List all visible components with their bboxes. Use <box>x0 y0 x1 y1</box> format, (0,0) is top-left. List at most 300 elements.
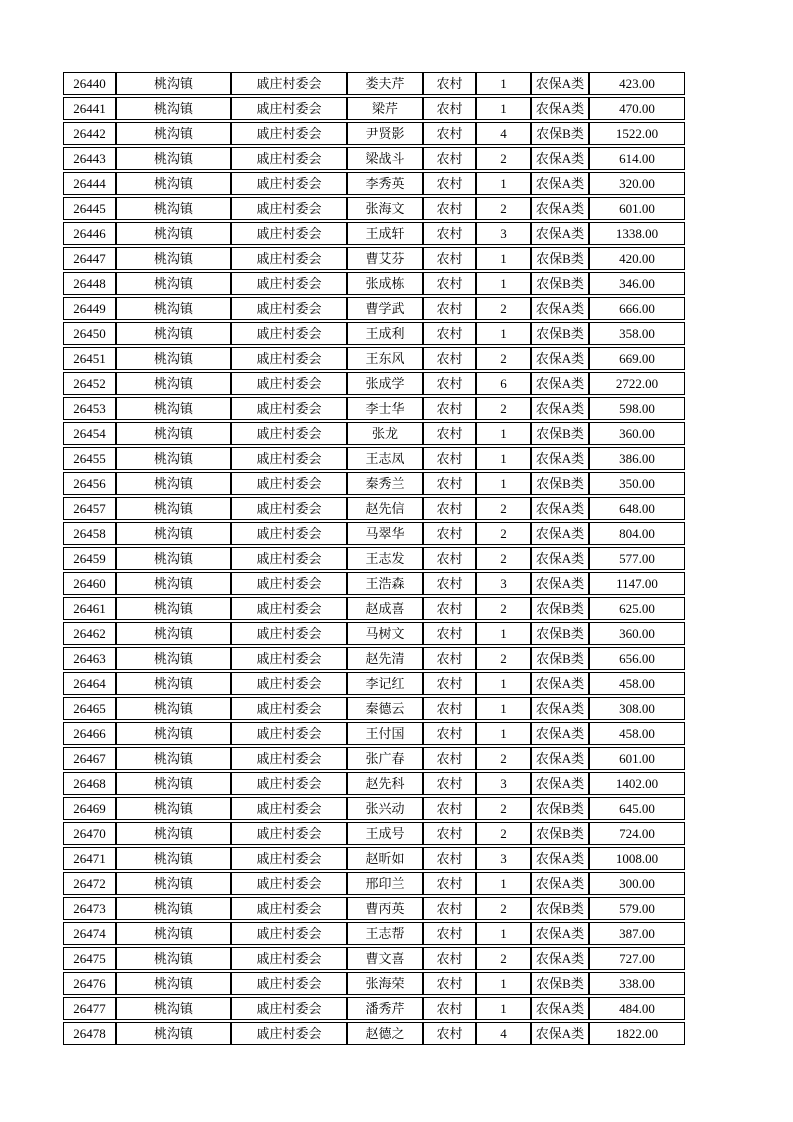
cell-person-count: 1 <box>476 322 531 345</box>
cell-person-count: 1 <box>476 97 531 120</box>
table-row <box>63 897 685 920</box>
cell-village-committee: 戚庄村委会 <box>231 372 347 395</box>
table-row <box>63 297 685 320</box>
cell-residence-type: 农村 <box>423 597 476 620</box>
cell-residence-type: 农村 <box>423 847 476 870</box>
cell-town: 桃沟镇 <box>116 197 231 220</box>
cell-town: 桃沟镇 <box>116 472 231 495</box>
cell-village-committee: 戚庄村委会 <box>231 1022 347 1045</box>
cell-serial-number: 26471 <box>63 847 116 870</box>
cell-town: 桃沟镇 <box>116 322 231 345</box>
cell-serial-number: 26468 <box>63 772 116 795</box>
cell-person-count: 1 <box>476 672 531 695</box>
cell-serial-number: 26478 <box>63 1022 116 1045</box>
cell-town: 桃沟镇 <box>116 747 231 770</box>
cell-serial-number: 26446 <box>63 222 116 245</box>
cell-amount: 387.00 <box>589 922 685 945</box>
table-row <box>63 347 685 370</box>
cell-town: 桃沟镇 <box>116 822 231 845</box>
cell-person-name: 赵成喜 <box>347 597 423 620</box>
cell-serial-number: 26453 <box>63 397 116 420</box>
cell-person-name: 秦德云 <box>347 697 423 720</box>
cell-person-name: 张海荣 <box>347 972 423 995</box>
cell-person-name: 张龙 <box>347 422 423 445</box>
cell-town: 桃沟镇 <box>116 597 231 620</box>
table-row <box>63 122 685 145</box>
cell-town: 桃沟镇 <box>116 622 231 645</box>
cell-town: 桃沟镇 <box>116 447 231 470</box>
cell-village-committee: 戚庄村委会 <box>231 147 347 170</box>
cell-person-count: 2 <box>476 497 531 520</box>
cell-person-name: 王成号 <box>347 822 423 845</box>
cell-town: 桃沟镇 <box>116 972 231 995</box>
cell-person-count: 2 <box>476 197 531 220</box>
cell-village-committee: 戚庄村委会 <box>231 172 347 195</box>
cell-town: 桃沟镇 <box>116 372 231 395</box>
cell-insurance-category: 农保B类 <box>531 622 589 645</box>
table-row <box>63 772 685 795</box>
cell-person-count: 2 <box>476 547 531 570</box>
cell-village-committee: 戚庄村委会 <box>231 922 347 945</box>
cell-town: 桃沟镇 <box>116 122 231 145</box>
table-row <box>63 647 685 670</box>
cell-village-committee: 戚庄村委会 <box>231 622 347 645</box>
cell-insurance-category: 农保A类 <box>531 722 589 745</box>
cell-person-count: 2 <box>476 947 531 970</box>
cell-residence-type: 农村 <box>423 272 476 295</box>
cell-amount: 320.00 <box>589 172 685 195</box>
cell-person-name: 梁战斗 <box>347 147 423 170</box>
cell-residence-type: 农村 <box>423 797 476 820</box>
cell-residence-type: 农村 <box>423 647 476 670</box>
table-row <box>63 447 685 470</box>
cell-village-committee: 戚庄村委会 <box>231 647 347 670</box>
table-row <box>63 797 685 820</box>
cell-person-count: 1 <box>476 72 531 95</box>
cell-village-committee: 戚庄村委会 <box>231 847 347 870</box>
cell-amount: 648.00 <box>589 497 685 520</box>
cell-insurance-category: 农保A类 <box>531 72 589 95</box>
cell-person-name: 王志凤 <box>347 447 423 470</box>
table-row <box>63 322 685 345</box>
cell-town: 桃沟镇 <box>116 847 231 870</box>
cell-residence-type: 农村 <box>423 622 476 645</box>
table-row <box>63 622 685 645</box>
cell-person-name: 马树文 <box>347 622 423 645</box>
table-row <box>63 72 685 95</box>
cell-amount: 598.00 <box>589 397 685 420</box>
cell-village-committee: 戚庄村委会 <box>231 322 347 345</box>
cell-amount: 577.00 <box>589 547 685 570</box>
cell-town: 桃沟镇 <box>116 947 231 970</box>
cell-person-count: 1 <box>476 447 531 470</box>
cell-residence-type: 农村 <box>423 197 476 220</box>
cell-person-name: 李士华 <box>347 397 423 420</box>
cell-town: 桃沟镇 <box>116 997 231 1020</box>
cell-amount: 423.00 <box>589 72 685 95</box>
cell-village-committee: 戚庄村委会 <box>231 672 347 695</box>
cell-insurance-category: 农保A类 <box>531 397 589 420</box>
cell-residence-type: 农村 <box>423 72 476 95</box>
cell-person-count: 3 <box>476 222 531 245</box>
cell-person-count: 2 <box>476 347 531 370</box>
cell-residence-type: 农村 <box>423 147 476 170</box>
cell-person-count: 1 <box>476 172 531 195</box>
cell-person-count: 2 <box>476 297 531 320</box>
cell-person-count: 1 <box>476 697 531 720</box>
cell-town: 桃沟镇 <box>116 647 231 670</box>
cell-person-name: 王志发 <box>347 547 423 570</box>
cell-insurance-category: 农保B类 <box>531 272 589 295</box>
cell-insurance-category: 农保B类 <box>531 972 589 995</box>
cell-village-committee: 戚庄村委会 <box>231 697 347 720</box>
cell-serial-number: 26463 <box>63 647 116 670</box>
cell-person-count: 4 <box>476 1022 531 1045</box>
cell-amount: 386.00 <box>589 447 685 470</box>
cell-person-count: 4 <box>476 122 531 145</box>
cell-residence-type: 农村 <box>423 972 476 995</box>
cell-town: 桃沟镇 <box>116 147 231 170</box>
cell-person-count: 3 <box>476 572 531 595</box>
cell-person-count: 1 <box>476 872 531 895</box>
cell-village-committee: 戚庄村委会 <box>231 247 347 270</box>
cell-person-count: 1 <box>476 422 531 445</box>
cell-amount: 1402.00 <box>589 772 685 795</box>
cell-residence-type: 农村 <box>423 372 476 395</box>
cell-amount: 666.00 <box>589 297 685 320</box>
cell-insurance-category: 农保B类 <box>531 472 589 495</box>
cell-amount: 724.00 <box>589 822 685 845</box>
cell-amount: 360.00 <box>589 622 685 645</box>
table-row <box>63 822 685 845</box>
cell-person-count: 1 <box>476 722 531 745</box>
cell-amount: 346.00 <box>589 272 685 295</box>
cell-insurance-category: 农保A类 <box>531 522 589 545</box>
cell-person-count: 2 <box>476 797 531 820</box>
cell-residence-type: 农村 <box>423 547 476 570</box>
cell-amount: 669.00 <box>589 347 685 370</box>
cell-village-committee: 戚庄村委会 <box>231 947 347 970</box>
table-row <box>63 497 685 520</box>
cell-serial-number: 26449 <box>63 297 116 320</box>
cell-residence-type: 农村 <box>423 222 476 245</box>
cell-village-committee: 戚庄村委会 <box>231 472 347 495</box>
cell-residence-type: 农村 <box>423 397 476 420</box>
cell-insurance-category: 农保A类 <box>531 872 589 895</box>
cell-town: 桃沟镇 <box>116 922 231 945</box>
cell-insurance-category: 农保A类 <box>531 747 589 770</box>
cell-amount: 458.00 <box>589 672 685 695</box>
cell-serial-number: 26457 <box>63 497 116 520</box>
cell-town: 桃沟镇 <box>116 697 231 720</box>
cell-person-name: 赵先科 <box>347 772 423 795</box>
cell-amount: 484.00 <box>589 997 685 1020</box>
cell-town: 桃沟镇 <box>116 772 231 795</box>
cell-person-name: 邢印兰 <box>347 872 423 895</box>
cell-town: 桃沟镇 <box>116 72 231 95</box>
cell-insurance-category: 农保A类 <box>531 147 589 170</box>
cell-insurance-category: 农保A类 <box>531 172 589 195</box>
cell-insurance-category: 农保A类 <box>531 97 589 120</box>
cell-person-count: 3 <box>476 772 531 795</box>
cell-person-count: 2 <box>476 647 531 670</box>
cell-insurance-category: 农保A类 <box>531 372 589 395</box>
cell-serial-number: 26458 <box>63 522 116 545</box>
cell-town: 桃沟镇 <box>116 422 231 445</box>
cell-person-name: 李记红 <box>347 672 423 695</box>
cell-person-name: 王付国 <box>347 722 423 745</box>
cell-insurance-category: 农保A类 <box>531 922 589 945</box>
table-row <box>63 1022 685 1045</box>
table-row <box>63 747 685 770</box>
cell-person-count: 2 <box>476 147 531 170</box>
table-row <box>63 597 685 620</box>
cell-serial-number: 26460 <box>63 572 116 595</box>
cell-town: 桃沟镇 <box>116 172 231 195</box>
cell-town: 桃沟镇 <box>116 497 231 520</box>
cell-person-name: 潘秀芹 <box>347 997 423 1020</box>
cell-insurance-category: 农保B类 <box>531 122 589 145</box>
cell-insurance-category: 农保A类 <box>531 847 589 870</box>
cell-amount: 2722.00 <box>589 372 685 395</box>
cell-town: 桃沟镇 <box>116 347 231 370</box>
cell-amount: 458.00 <box>589 722 685 745</box>
table-row <box>63 972 685 995</box>
cell-village-committee: 戚庄村委会 <box>231 872 347 895</box>
cell-amount: 645.00 <box>589 797 685 820</box>
cell-person-count: 3 <box>476 847 531 870</box>
cell-residence-type: 农村 <box>423 722 476 745</box>
cell-amount: 300.00 <box>589 872 685 895</box>
cell-person-name: 梁芹 <box>347 97 423 120</box>
cell-person-count: 1 <box>476 972 531 995</box>
cell-serial-number: 26470 <box>63 822 116 845</box>
cell-residence-type: 农村 <box>423 97 476 120</box>
cell-serial-number: 26455 <box>63 447 116 470</box>
cell-town: 桃沟镇 <box>116 97 231 120</box>
cell-serial-number: 26473 <box>63 897 116 920</box>
cell-serial-number: 26465 <box>63 697 116 720</box>
cell-insurance-category: 农保B类 <box>531 247 589 270</box>
cell-amount: 656.00 <box>589 647 685 670</box>
cell-person-name: 李秀英 <box>347 172 423 195</box>
table-row <box>63 547 685 570</box>
cell-serial-number: 26477 <box>63 997 116 1020</box>
cell-person-count: 1 <box>476 247 531 270</box>
cell-serial-number: 26452 <box>63 372 116 395</box>
cell-village-committee: 戚庄村委会 <box>231 772 347 795</box>
cell-insurance-category: 农保A类 <box>531 222 589 245</box>
cell-person-count: 1 <box>476 997 531 1020</box>
cell-amount: 1338.00 <box>589 222 685 245</box>
cell-serial-number: 26445 <box>63 197 116 220</box>
cell-residence-type: 农村 <box>423 872 476 895</box>
cell-serial-number: 26443 <box>63 147 116 170</box>
cell-insurance-category: 农保A类 <box>531 697 589 720</box>
cell-person-name: 张兴动 <box>347 797 423 820</box>
cell-insurance-category: 农保B类 <box>531 322 589 345</box>
cell-person-name: 曹学武 <box>347 297 423 320</box>
cell-amount: 727.00 <box>589 947 685 970</box>
cell-person-name: 曹文喜 <box>347 947 423 970</box>
cell-serial-number: 26451 <box>63 347 116 370</box>
pension-roster-table <box>63 70 685 1047</box>
cell-village-committee: 戚庄村委会 <box>231 972 347 995</box>
cell-village-committee: 戚庄村委会 <box>231 497 347 520</box>
cell-village-committee: 戚庄村委会 <box>231 522 347 545</box>
table-row <box>63 722 685 745</box>
cell-person-count: 6 <box>476 372 531 395</box>
cell-person-count: 2 <box>476 747 531 770</box>
cell-amount: 804.00 <box>589 522 685 545</box>
cell-serial-number: 26454 <box>63 422 116 445</box>
cell-person-name: 赵昕如 <box>347 847 423 870</box>
cell-residence-type: 农村 <box>423 497 476 520</box>
cell-person-count: 2 <box>476 522 531 545</box>
cell-village-committee: 戚庄村委会 <box>231 197 347 220</box>
cell-person-count: 2 <box>476 397 531 420</box>
cell-residence-type: 农村 <box>423 322 476 345</box>
cell-person-name: 王成轩 <box>347 222 423 245</box>
cell-insurance-category: 农保B类 <box>531 422 589 445</box>
cell-person-name: 秦秀兰 <box>347 472 423 495</box>
cell-person-count: 1 <box>476 272 531 295</box>
cell-serial-number: 26476 <box>63 972 116 995</box>
cell-village-committee: 戚庄村委会 <box>231 547 347 570</box>
table-row <box>63 147 685 170</box>
table-row <box>63 422 685 445</box>
cell-person-name: 赵先清 <box>347 647 423 670</box>
cell-residence-type: 农村 <box>423 297 476 320</box>
table-row <box>63 372 685 395</box>
cell-village-committee: 戚庄村委会 <box>231 997 347 1020</box>
cell-insurance-category: 农保A类 <box>531 572 589 595</box>
cell-person-name: 赵德之 <box>347 1022 423 1045</box>
cell-serial-number: 26462 <box>63 622 116 645</box>
cell-person-name: 张成学 <box>347 372 423 395</box>
cell-town: 桃沟镇 <box>116 397 231 420</box>
table-row <box>63 947 685 970</box>
cell-village-committee: 戚庄村委会 <box>231 722 347 745</box>
cell-insurance-category: 农保A类 <box>531 347 589 370</box>
cell-town: 桃沟镇 <box>116 222 231 245</box>
cell-amount: 1147.00 <box>589 572 685 595</box>
cell-residence-type: 农村 <box>423 472 476 495</box>
table-row <box>63 222 685 245</box>
cell-person-name: 赵先信 <box>347 497 423 520</box>
cell-serial-number: 26442 <box>63 122 116 145</box>
cell-town: 桃沟镇 <box>116 297 231 320</box>
cell-residence-type: 农村 <box>423 922 476 945</box>
cell-insurance-category: 农保A类 <box>531 497 589 520</box>
cell-serial-number: 26466 <box>63 722 116 745</box>
cell-serial-number: 26461 <box>63 597 116 620</box>
cell-village-committee: 戚庄村委会 <box>231 597 347 620</box>
cell-residence-type: 农村 <box>423 822 476 845</box>
cell-amount: 601.00 <box>589 747 685 770</box>
cell-amount: 470.00 <box>589 97 685 120</box>
cell-amount: 579.00 <box>589 897 685 920</box>
table-row <box>63 997 685 1020</box>
cell-insurance-category: 农保A类 <box>531 547 589 570</box>
cell-person-name: 王志帮 <box>347 922 423 945</box>
table-row <box>63 172 685 195</box>
cell-serial-number: 26467 <box>63 747 116 770</box>
table-row <box>63 922 685 945</box>
table-row <box>63 522 685 545</box>
cell-village-committee: 戚庄村委会 <box>231 72 347 95</box>
table-row <box>63 97 685 120</box>
cell-town: 桃沟镇 <box>116 247 231 270</box>
cell-residence-type: 农村 <box>423 997 476 1020</box>
table-row <box>63 872 685 895</box>
cell-residence-type: 农村 <box>423 947 476 970</box>
table-row <box>63 572 685 595</box>
table-row <box>63 247 685 270</box>
cell-amount: 350.00 <box>589 472 685 495</box>
table-row <box>63 672 685 695</box>
table-row <box>63 272 685 295</box>
cell-serial-number: 26448 <box>63 272 116 295</box>
cell-village-committee: 戚庄村委会 <box>231 122 347 145</box>
cell-serial-number: 26447 <box>63 247 116 270</box>
cell-village-committee: 戚庄村委会 <box>231 897 347 920</box>
cell-serial-number: 26472 <box>63 872 116 895</box>
cell-town: 桃沟镇 <box>116 1022 231 1045</box>
cell-person-count: 2 <box>476 597 531 620</box>
cell-person-name: 曹丙英 <box>347 897 423 920</box>
cell-village-committee: 戚庄村委会 <box>231 747 347 770</box>
cell-amount: 1822.00 <box>589 1022 685 1045</box>
cell-insurance-category: 农保B类 <box>531 647 589 670</box>
cell-serial-number: 26441 <box>63 97 116 120</box>
cell-residence-type: 农村 <box>423 247 476 270</box>
cell-amount: 308.00 <box>589 697 685 720</box>
cell-insurance-category: 农保B类 <box>531 597 589 620</box>
cell-insurance-category: 农保B类 <box>531 897 589 920</box>
table-body <box>63 72 685 1045</box>
cell-amount: 360.00 <box>589 422 685 445</box>
cell-residence-type: 农村 <box>423 522 476 545</box>
cell-insurance-category: 农保A类 <box>531 1022 589 1045</box>
cell-person-name: 曹艾芬 <box>347 247 423 270</box>
cell-town: 桃沟镇 <box>116 522 231 545</box>
cell-serial-number: 26440 <box>63 72 116 95</box>
cell-village-committee: 戚庄村委会 <box>231 272 347 295</box>
cell-amount: 614.00 <box>589 147 685 170</box>
cell-amount: 1522.00 <box>589 122 685 145</box>
cell-village-committee: 戚庄村委会 <box>231 347 347 370</box>
cell-insurance-category: 农保A类 <box>531 997 589 1020</box>
cell-insurance-category: 农保B类 <box>531 797 589 820</box>
table-row <box>63 697 685 720</box>
cell-residence-type: 农村 <box>423 572 476 595</box>
cell-serial-number: 26474 <box>63 922 116 945</box>
cell-village-committee: 戚庄村委会 <box>231 297 347 320</box>
cell-village-committee: 戚庄村委会 <box>231 822 347 845</box>
cell-person-count: 1 <box>476 622 531 645</box>
cell-serial-number: 26469 <box>63 797 116 820</box>
cell-amount: 358.00 <box>589 322 685 345</box>
cell-person-name: 娄夫芹 <box>347 72 423 95</box>
cell-town: 桃沟镇 <box>116 547 231 570</box>
cell-person-name: 尹贤影 <box>347 122 423 145</box>
cell-town: 桃沟镇 <box>116 797 231 820</box>
cell-insurance-category: 农保A类 <box>531 672 589 695</box>
cell-serial-number: 26444 <box>63 172 116 195</box>
cell-residence-type: 农村 <box>423 422 476 445</box>
cell-residence-type: 农村 <box>423 447 476 470</box>
